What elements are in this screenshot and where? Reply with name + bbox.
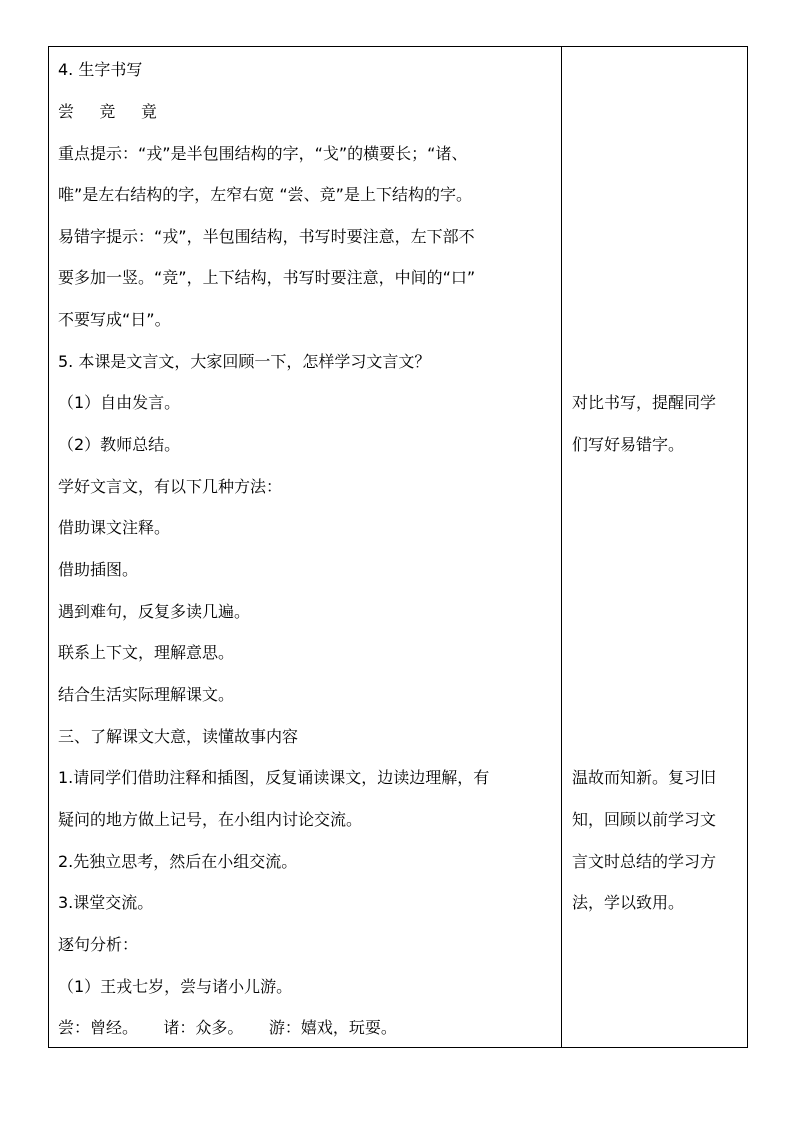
side-note-line: 们写好易错字。	[572, 435, 685, 454]
main-line: 借助插图。	[58, 560, 139, 579]
main-line: 联系上下文，理解意思。	[58, 643, 235, 662]
side-note-line: 言文时总结的学习方	[572, 852, 717, 871]
main-line: 唯”是左右结构的字，左窄右宽 “尝、竞”是上下结构的字。	[58, 185, 472, 204]
main-line: （1）自由发言。	[58, 393, 181, 412]
main-line: 结合生活实际理解课文。	[58, 685, 235, 704]
main-line: 尝 竞 竟	[58, 102, 157, 121]
main-line: （1）王戎七岁，尝与诸小儿游。	[58, 977, 293, 996]
main-line: 易错字提示：“戎”，半包围结构，书写时要注意，左下部不	[58, 227, 475, 246]
side-note-line: 温故而知新。复习旧	[572, 768, 717, 787]
main-line: （2）教师总结。	[58, 435, 181, 454]
side-note-line: 知，回顾以前学习文	[572, 810, 717, 829]
main-line: 重点提示：“戎”是半包围结构的字，“戈”的横要长；“诸、	[58, 144, 468, 163]
main-line: 1.请同学们借助注释和插图，反复诵读课文，边读边理解，有	[58, 768, 490, 787]
main-line: 要多加一竖。“竞”，上下结构，书写时要注意，中间的“口”	[58, 268, 476, 287]
side-note-line: 对比书写，提醒同学	[572, 393, 717, 412]
main-line: 4. 生字书写	[58, 60, 143, 79]
main-line: 遇到难句，反复多读几遍。	[58, 602, 251, 621]
main-line: 5. 本课是文言文，大家回顾一下，怎样学习文言文？	[58, 352, 431, 371]
main-line: 2.先独立思考，然后在小组交流。	[58, 852, 298, 871]
section-heading: 三、了解课文大意，读懂故事内容	[58, 727, 299, 746]
main-line: 逐句分析：	[58, 935, 139, 954]
main-line: 尝：曾经。 诸：众多。 游：嬉戏，玩耍。	[58, 1018, 397, 1037]
main-line: 3.课堂交流。	[58, 893, 154, 912]
side-note-line: 法，学以致用。	[572, 893, 685, 912]
main-line: 疑问的地方做上记号，在小组内讨论交流。	[58, 810, 363, 829]
main-line: 学好文言文，有以下几种方法：	[58, 477, 283, 496]
column-divider	[561, 46, 562, 1048]
main-line: 借助课文注释。	[58, 518, 171, 537]
main-line: 不要写成“日”。	[58, 310, 171, 329]
